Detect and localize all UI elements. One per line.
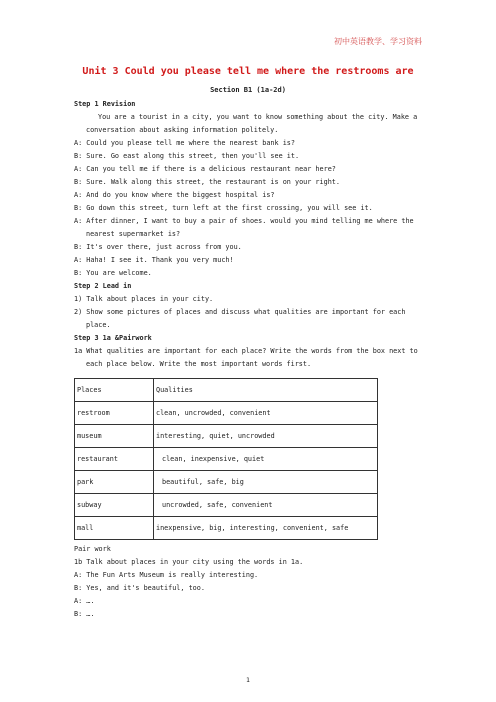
dialogue-line: A: Could you please tell me where the nearest bank is? xyxy=(74,139,295,147)
qualities-table xyxy=(74,378,378,540)
dialogue-line: B: Sure. Walk along this street, the restaurant is on your right. xyxy=(74,178,340,186)
dialogue-line: A: The Fun Arts Museum is really interesting. xyxy=(74,571,259,579)
table-row xyxy=(75,517,378,540)
step1-intro-text: You are a tourist in a city, you want to know something about the city. Make a conversation about asking information politely. xyxy=(86,113,418,134)
qualities-cell: beautiful, safe, big xyxy=(154,471,378,494)
pairwork-instruction: 1b Talk about places in your city using the words in 1a. xyxy=(74,558,304,566)
qualities-cell: interesting, quiet, uncrowded xyxy=(154,425,378,448)
dialogue-line: B: …. xyxy=(74,610,95,618)
step2-item: 2) Show some pictures of places and discuss what qualities are important for each place. xyxy=(74,308,406,329)
dialogue-line: A: After dinner, I want to buy a pair of shoes. would you mind telling me where the nearest supermarket is? xyxy=(74,217,414,238)
dialogue-line: A: And do you know where the biggest hospital is? xyxy=(74,191,275,199)
table-header-row xyxy=(75,379,378,402)
table-row xyxy=(75,402,378,425)
table-header-cell: Qualities xyxy=(154,379,378,402)
pairwork-label: Pair work xyxy=(74,545,111,553)
table-row xyxy=(75,448,378,471)
place-cell: park xyxy=(75,471,154,494)
place-cell: mall xyxy=(75,517,154,540)
step1-intro xyxy=(74,111,434,137)
document-body xyxy=(74,98,434,621)
dialogue-line: A: …. xyxy=(74,597,95,605)
page-header: 初中英语教学、学习资料 xyxy=(334,37,422,46)
qualities-cell: uncrowded, safe, convenient xyxy=(154,494,378,517)
step2-item: 1) Talk about places in your city. xyxy=(74,295,214,303)
step3-heading: Step 3 1a &Pairwork xyxy=(74,334,152,342)
dialogue-line: A: Can you tell me if there is a delicious restaurant near here? xyxy=(74,165,336,173)
dialogue-line: B: Sure. Go east along this street, then you'll see it. xyxy=(74,152,300,160)
step3-instruction: 1a What qualities are important for each place? Write the words from the box next to each place below. Write the most important words first. xyxy=(74,347,418,368)
qualities-cell: clean, inexpensive, quiet xyxy=(154,448,378,471)
table-row xyxy=(75,425,378,448)
table-row xyxy=(75,494,378,517)
qualities-cell: clean, uncrowded, convenient xyxy=(154,402,378,425)
dialogue-line: B: You are welcome. xyxy=(74,269,152,277)
place-cell: restroom xyxy=(75,402,154,425)
document-title: Unit 3 Could you please tell me where the restrooms are xyxy=(82,66,414,77)
qualities-cell: inexpensive, big, interesting, convenient, safe xyxy=(154,517,378,540)
dialogue-line: B: Go down this street, turn left at the first crossing, you will see it. xyxy=(74,204,373,212)
place-cell: museum xyxy=(75,425,154,448)
place-cell: restaurant xyxy=(75,448,154,471)
dialogue-line: A: Haha! I see it. Thank you very much! xyxy=(74,256,234,264)
place-cell: subway xyxy=(75,494,154,517)
table-row xyxy=(75,471,378,494)
step2-heading: Step 2 Lead in xyxy=(74,282,132,290)
step1-heading: Step 1 Revision xyxy=(74,100,136,108)
section-subtitle: Section B1 (1a-2d) xyxy=(210,86,286,94)
dialogue-line: B: Yes, and it's beautiful, too. xyxy=(74,584,205,592)
table-header-cell: Places xyxy=(75,379,154,402)
page-number: 1 xyxy=(246,676,250,684)
dialogue-line: B: It's over there, just across from you. xyxy=(74,243,242,251)
